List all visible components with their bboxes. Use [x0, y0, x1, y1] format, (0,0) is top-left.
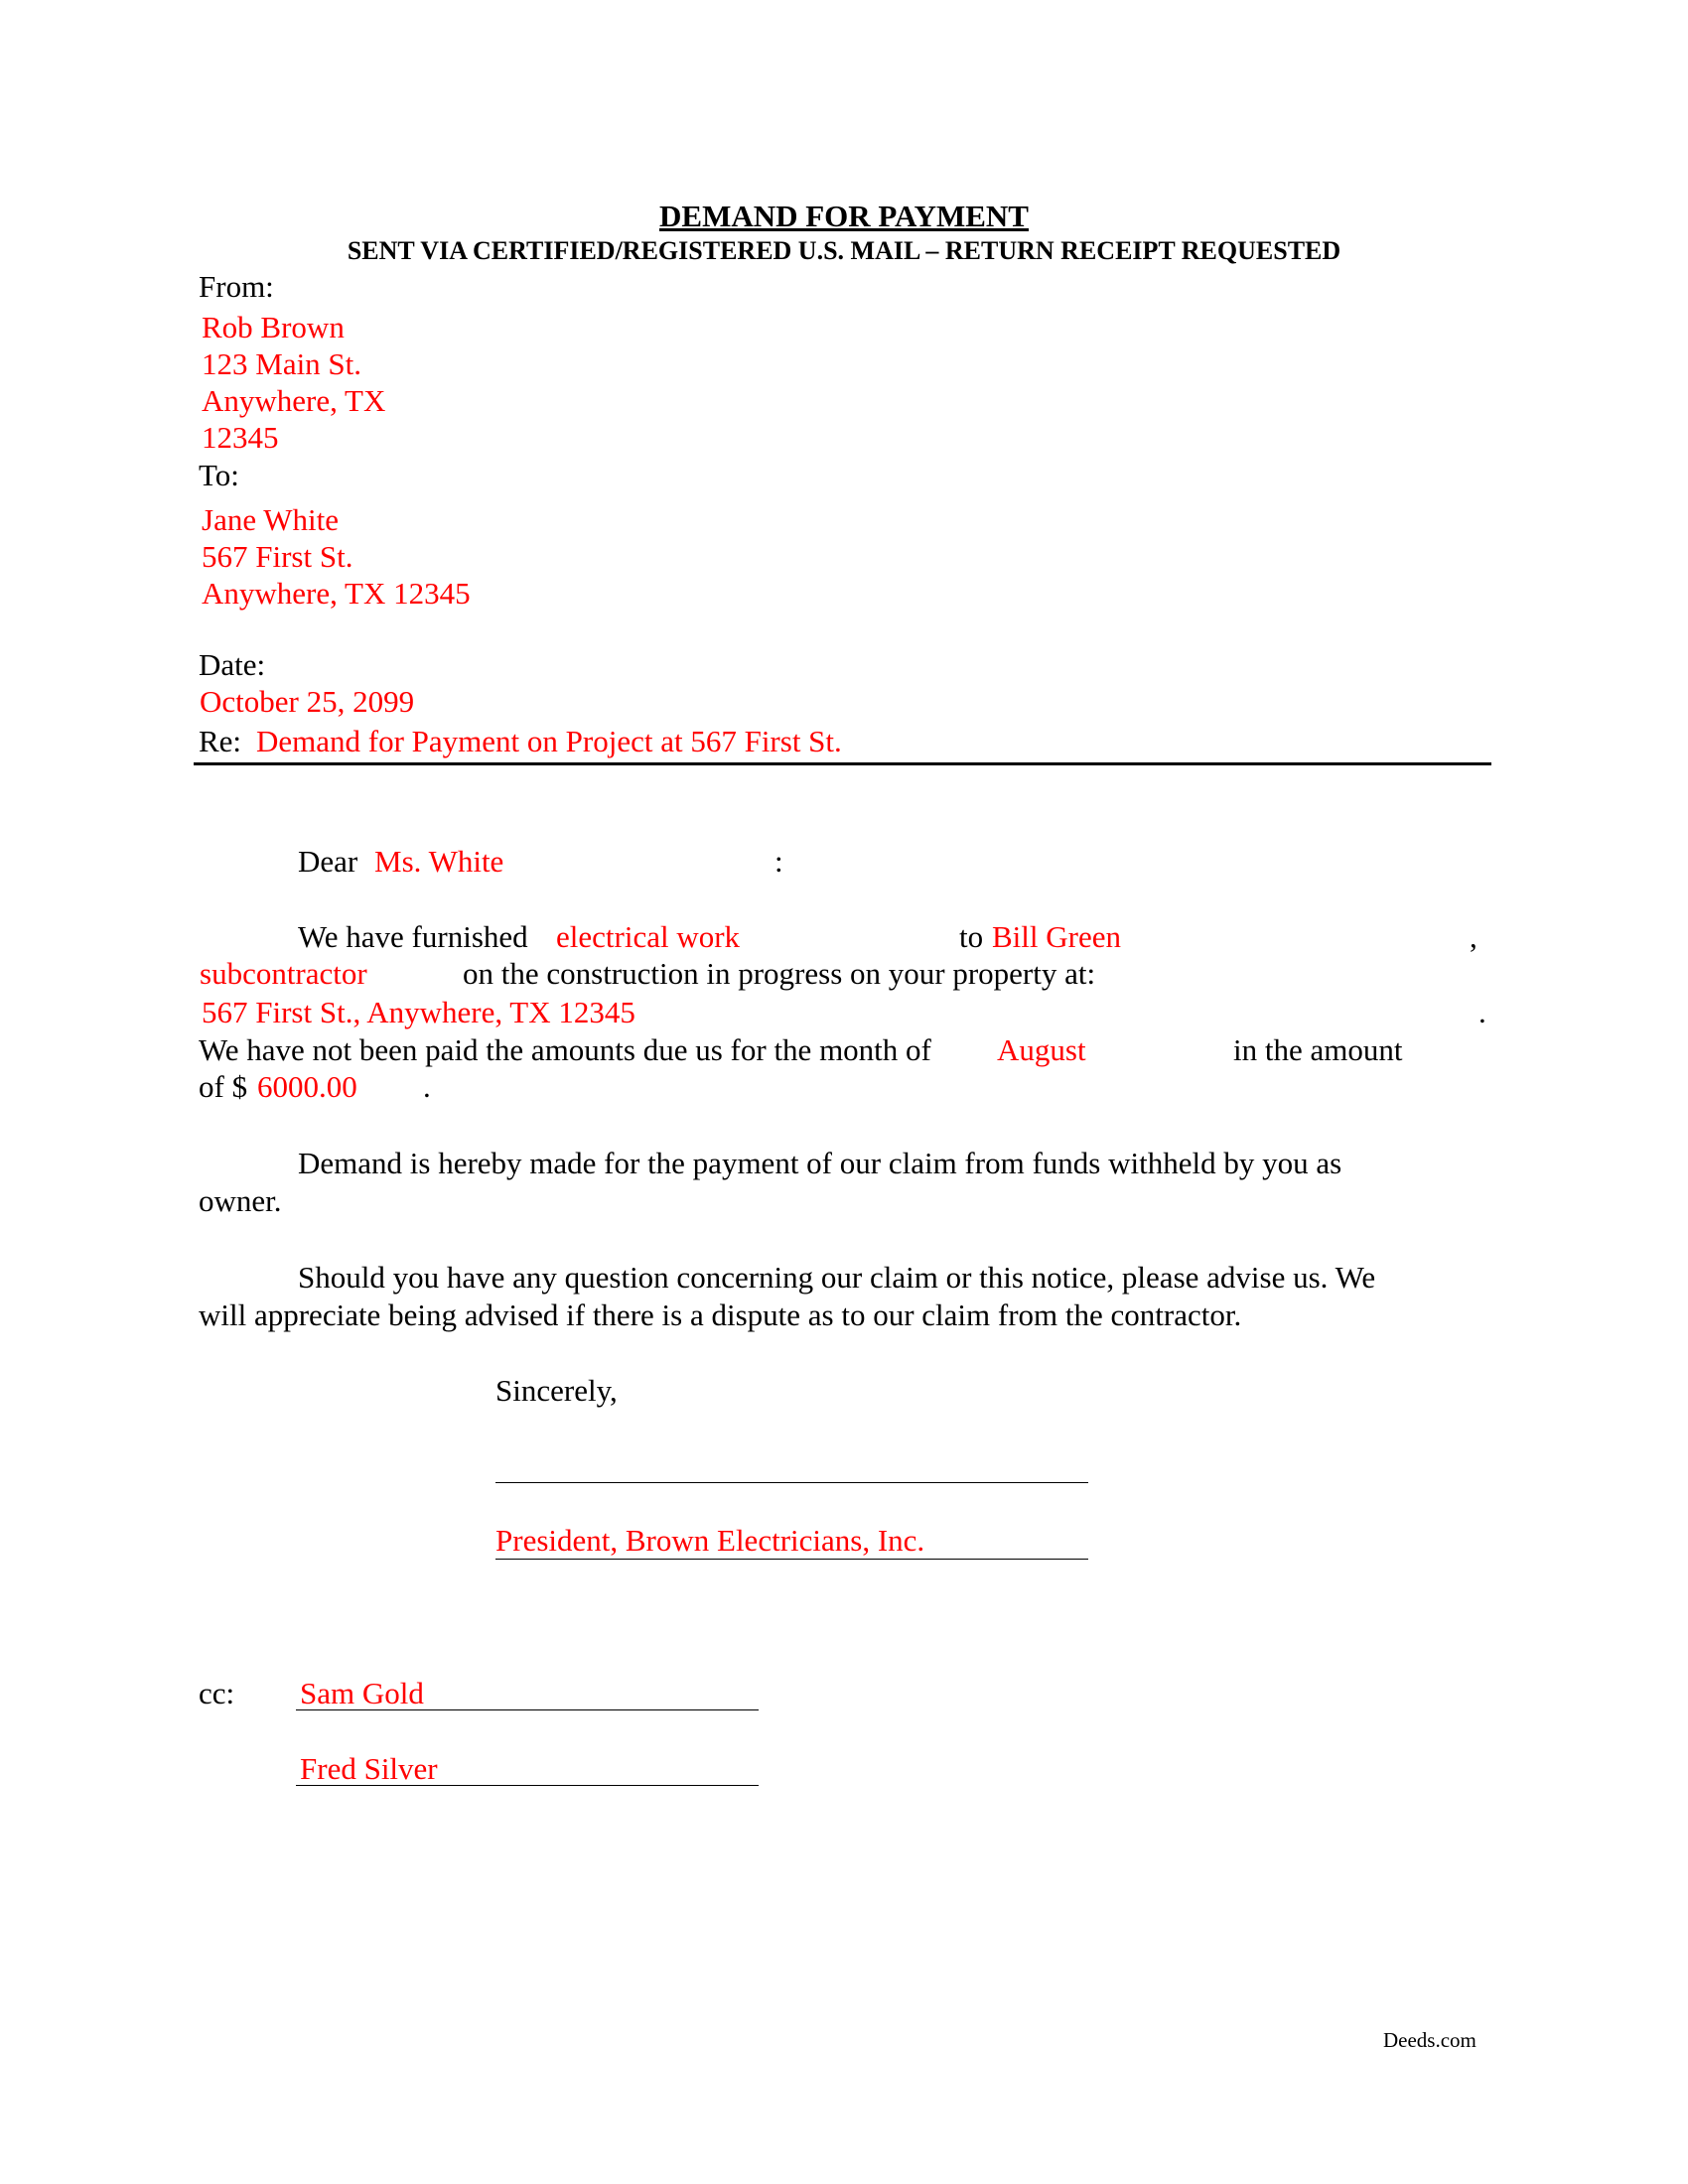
p1-not-paid-text: We have not been paid the amounts due us for the month of	[199, 1032, 931, 1067]
signer-title: President, Brown Electricians, Inc.	[495, 1523, 925, 1558]
p2-line1: Demand is hereby made for the payment of our claim from funds withheld by you as	[298, 1146, 1342, 1180]
p1-role: subcontractor	[200, 956, 367, 991]
cc-name-1-underline	[296, 1709, 759, 1710]
from-name: Rob Brown	[202, 310, 345, 344]
p1-recipient: Bill Green	[992, 919, 1121, 954]
p1-we-have-furnished: We have furnished	[298, 919, 528, 954]
p2-line2: owner.	[199, 1183, 282, 1218]
cc-name-1: Sam Gold	[300, 1676, 424, 1710]
to-label: To:	[199, 458, 239, 492]
p1-property-address: 567 First St., Anywhere, TX 12345	[202, 995, 635, 1029]
from-label: From:	[199, 269, 274, 304]
from-zip: 12345	[202, 420, 279, 455]
to-street: 567 First St.	[202, 539, 353, 574]
date-value: October 25, 2099	[200, 684, 415, 719]
p1-construction-text: on the construction in progress on your property at:	[463, 956, 1096, 991]
to-name: Jane White	[202, 502, 340, 537]
p1-period: .	[1478, 995, 1486, 1029]
from-city-state: Anywhere, TX	[202, 383, 386, 418]
document-subtitle: SENT VIA CERTIFIED/REGISTERED U.S. MAIL – RETURN RECEIPT REQUESTED	[347, 236, 1341, 265]
p1-amount: 6000.00	[257, 1069, 357, 1104]
title-text: DEMAND FOR PAYMENT	[659, 199, 1029, 233]
p1-comma: ,	[1470, 919, 1477, 954]
p1-to: to	[959, 919, 984, 954]
cc-name-2-underline	[296, 1785, 759, 1786]
re-value: Demand for Payment on Project at 567 First St.	[256, 724, 842, 758]
to-city-state-zip: Anywhere, TX 12345	[202, 576, 471, 611]
p1-month: August	[997, 1032, 1086, 1067]
p3-line2: will appreciate being advised if there is a dispute as to our claim from the contractor.	[199, 1297, 1242, 1332]
footer-brand: Deeds.com	[1383, 2028, 1477, 2052]
p1-end-period: .	[423, 1069, 431, 1104]
from-street: 123 Main St.	[202, 346, 362, 381]
cc-name-2: Fred Silver	[300, 1751, 438, 1786]
date-label: Date:	[199, 647, 266, 682]
signer-title-underline	[495, 1559, 1088, 1560]
p1-work: electrical work	[556, 919, 741, 954]
re-label: Re:	[199, 724, 242, 758]
document-title	[0, 199, 1688, 234]
signature-line	[495, 1482, 1088, 1483]
p1-in-the-amount: in the amount	[1233, 1032, 1403, 1067]
header-divider	[194, 762, 1491, 765]
closing-sincerely: Sincerely,	[495, 1373, 618, 1408]
p1-of-dollar: of $	[199, 1069, 248, 1104]
cc-label: cc:	[199, 1676, 235, 1710]
p3-line1: Should you have any question concerning our claim or this notice, please advise us. We	[298, 1260, 1376, 1295]
salutation-colon: :	[774, 844, 783, 879]
salutation-dear: Dear	[298, 844, 358, 879]
salutation-name: Ms. White	[374, 844, 504, 879]
